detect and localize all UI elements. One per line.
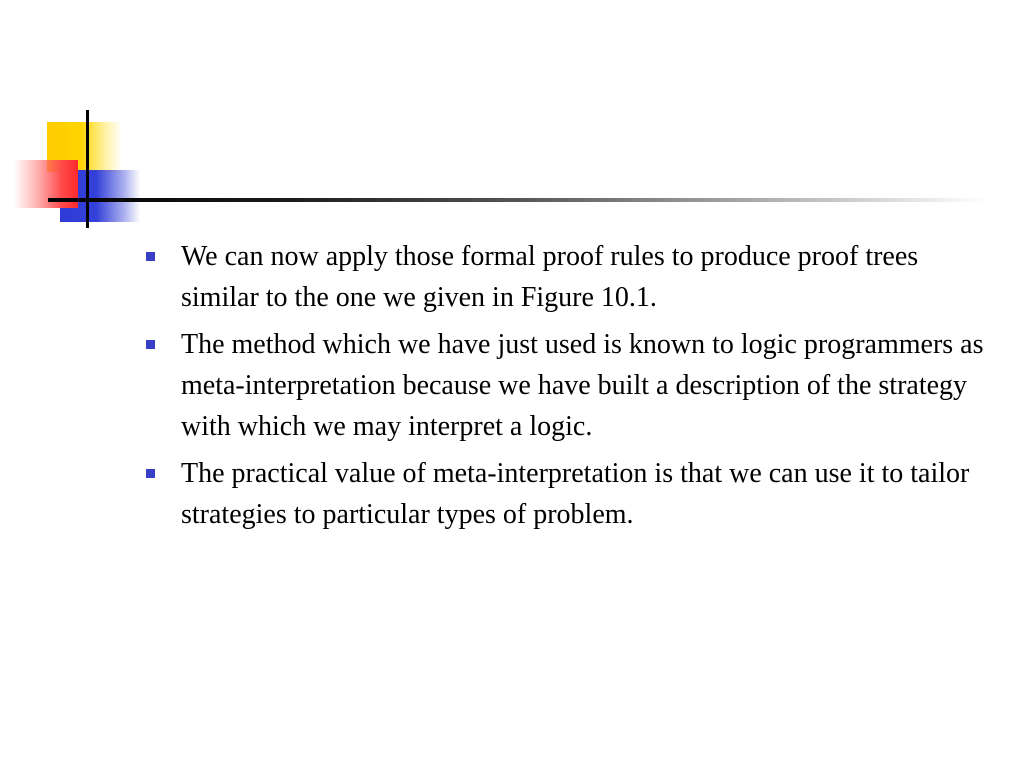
vertical-rule — [86, 110, 89, 228]
bullet-item — [140, 453, 1000, 535]
bullet-text: The practical value of meta-interpretation is that we can use it to tailor strategies to particular types of problem. — [181, 458, 970, 530]
horizontal-rule — [48, 198, 988, 202]
bullet-item — [140, 236, 1000, 318]
bullet-text: The method which we have just used is known to logic programmers as meta-interpretation because we have built a description of the strategy with which we may interpret a logic. — [181, 329, 984, 442]
bullet-text: We can now apply those formal proof rules to produce proof trees similar to the one we given in Figure 10.1. — [181, 241, 919, 313]
bullet-list — [140, 236, 1000, 535]
bullet-item — [140, 324, 1000, 447]
decorative-logo — [0, 0, 1024, 240]
square-bullet-icon — [146, 340, 155, 349]
square-bullet-icon — [146, 469, 155, 478]
slide-body — [140, 236, 1000, 541]
square-bullet-icon — [146, 252, 155, 261]
